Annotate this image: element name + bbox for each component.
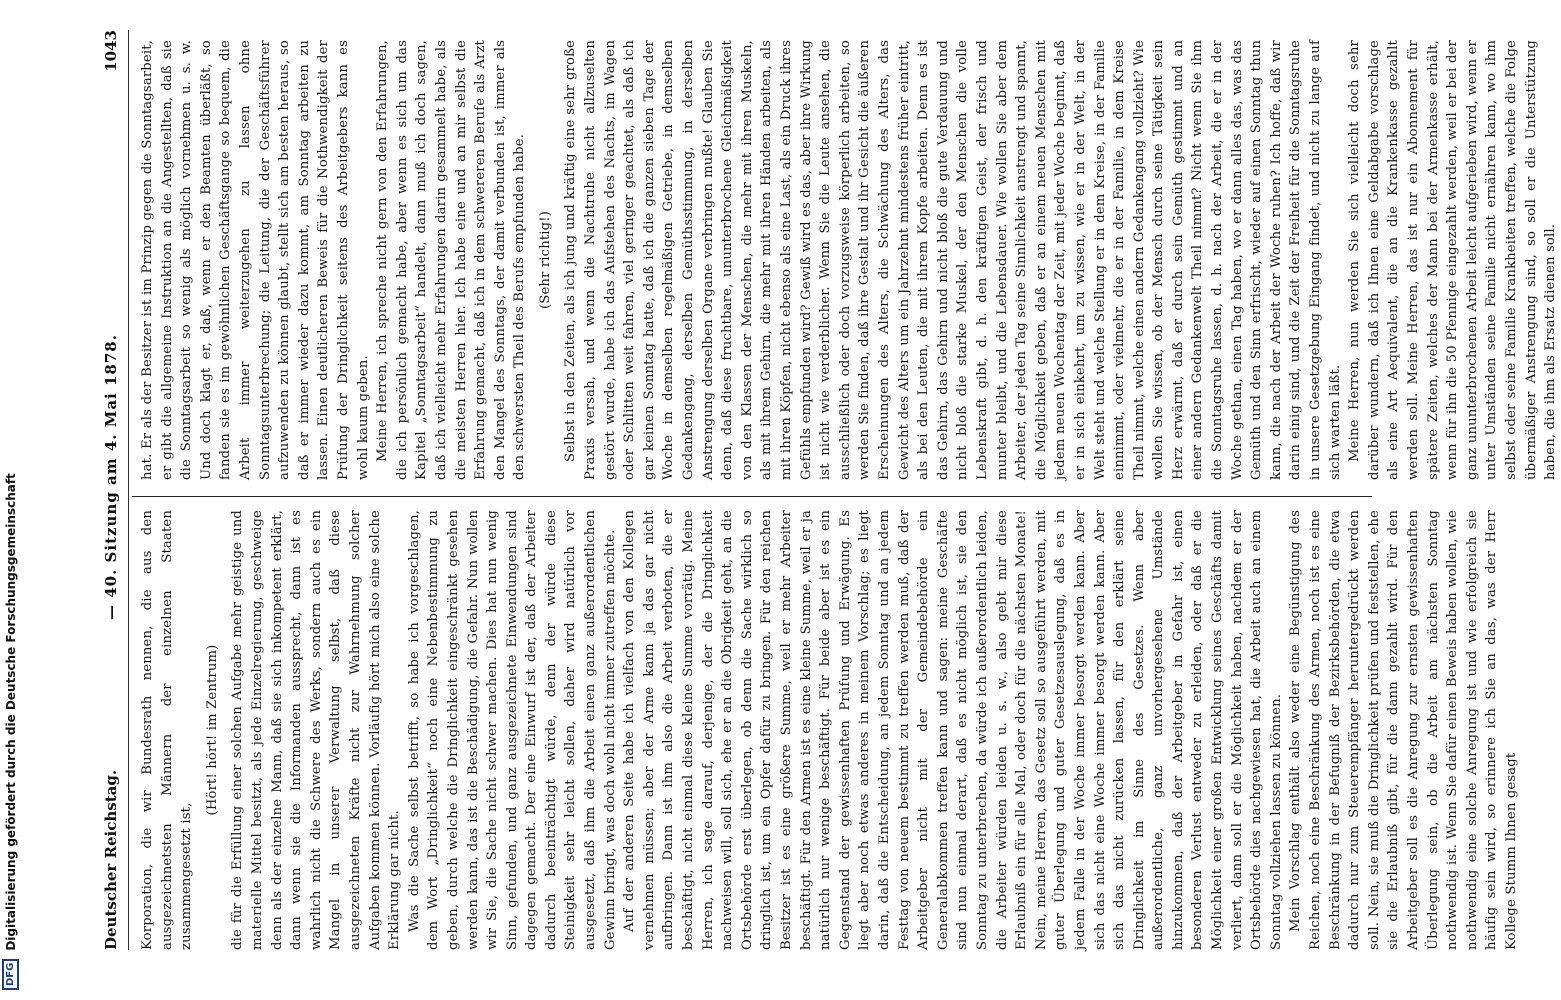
right-column — [138, 40, 1561, 480]
paragraph: Meine Herren, nun werden Sie sich vielleicht doch sehr darüber wundern, daß ich Ihnen eine Geldabgabe vorschlage als eine Art Aequivalent, die an die Krankenkasse gezahlt werden soll. Meine Herren, das ist nur ein Abonnement für spätere Zeiten, welches der Mann bei der Armenkasse erhält, wenn für ihn die 50 Pfennige eingezahlt werden, weil er bei der ganz ununterbrochenen Arbeit leicht aufgerieben wird, wenn er unter Umständen seine Familie nicht ernähren kann, wo ihm selbst oder seine Familie Krankheiten treffen, welche die Folge übermäßiger Anstrengung sind, so soll er die Unterstützung haben, die ihm als Ersatz dienen soll. — [1347, 40, 1559, 480]
header-publication: Deutscher Reichstag. — [102, 769, 120, 950]
paragraph: Meine Herren, ich spreche nicht gern von den Erfahrungen, die ich persönlich gemacht habe, aber wenn es sich um das Kapitel „Sonntagsarbeit“ handelt, dann muß ich doch sagen, daß ich vielleicht mehr Erfahrungen darin gesammelt habe, als die meisten Herren hier. Ich habe eine und an mir selbst die Erfahrung gemacht, daß ich in dem schwereren Berufe als Arzt den Mangel des Sonntags, der damit verbunden ist, immer als den schwersten Theil des Berufs empfunden habe. — [375, 40, 528, 480]
dfg-logo: DFG — [2, 959, 19, 990]
header-rule — [128, 30, 129, 950]
header-session: — 40. Sitzung am 4. Mai 1878. — [102, 334, 120, 620]
rotated-page-area — [98, 0, 1559, 1000]
text-sheet — [98, 10, 1559, 960]
column-divider — [132, 496, 1372, 497]
left-column — [138, 510, 1522, 950]
page-header — [98, 30, 128, 950]
paragraph: Selbst in den Zeiten, als ich jung und kräftig eine sehr große Praxis versah, und wenn die Nachtruhe nicht allzuselten gestört wurde, habe ich das Aufstehen des Nachts, im Wagen oder Schlitten weit fahren, viel geringer geachtet, als daß ich gar keinen Sonntag hatte, daß ich die ganzen sieben Tage der Woche in demselben regelmäßigen Getriebe, in demselben Gedankengang, derselben Gemüthsstimmung, in derselben Anstrengung derselben Organe verbringen mußte! Glauben Sie denn, daß diese fruchtbare, ununterbrochene Gleichmäßigkeit von den Klassen der Menschen, die mehr mit ihren Muskeln, als mit ihrem Gehirn, die mehr mit ihren Händen arbeiten, als mit ihren Köpfen, nicht ebenso als eine Last, als ein Druck ihres Gefühls empfunden wird? Gewiß wird es das, aber ihre Wirkung ist nicht wie verderblicher. Wenn Sie die Leute ansehen, die ausschließlich oder doch vorzugsweise körperlich arbeiten, so werden Sie finden, daß ihre Gestalt und ihr Gesicht die äußeren Erscheinungen des Alters, die Schwächung des Alters, das Gewicht des Alters um ein Jahrzehnt mindestens früher eintritt, als bei den Leuten, die mit ihrem Kopfe arbeiten. Denn es ist das Gehirn, das Gehirn und nicht bloß die gute Verdauung und nicht bloß die starke Muskel, der den Menschen die volle Lebenskraft gibt, d. h. den kräftigen Geist, der frisch und munter bleibt, und die Lebensdauer. Wie wollen Sie aber dem Arbeiter, der jeden Tag seine Sinnlichkeit anstrengt und spannt, die Möglichkeit geben, daß er an einem neuen Menschen mit jedem neuen Wochentag der Zeit, mit jeder Woche beginnt, daß er in sich einkehrt, um zu wissen, wie er in der Welt, in der Welt steht und welche Stellung er in dem Kreise, in der Familie einnimmt, oder vielmehr, die er in der Familie, in dem Kreise Theil nimmt, welche einen andern Gedankengang vollzieht? Wie wollen Sie wissen, ob der Mensch durch seine Tätigkeit sein Herz erwärmt, daß er durch sein Gemüth gestimmt und an einer andern Gedankenwelt Theil nimmt? Nicht wenn Sie ihm die Sonntagsruhe lassen, d. h. nach der Arbeit, die er in der Woche gethan, einen Tag haben, wo er dann alles das, was das Gemüth und den Sinn erfrischt, wieder auf einen Sonntag thun kann, die nach der Arbeit der Woche ruhen? Ich hoffe, daß wir darin einig sind, und die Zeit der Freiheit für die Sonntagsruhe in unsere Gesetzgebung Eingang findet, und nicht zu lange auf sich warten läßt. — [563, 40, 1343, 480]
digitization-credit-strip — [0, 0, 22, 1000]
paragraph: Auf der anderen Seite habe ich vielfach von den Kollegen vernehmen müssen; aber der Arme kann ja das gar nicht aufbringen. Dann ist ihm also die Arbeit verboten, die er beschäftigt, nicht einmal diese kleine Summe vorrätig. Meine Herren, ich sage darauf, derjenige, der die Dringlichkeit nachweisen will, soll sich, ehe er an die Obrigkeit geht, an die Ortsbehörde erst überlegen, ob denn die Sache wirklich so dringlich ist, um ein Opfer dafür zu bringen. Für den reichen Besitzer ist es eine größere Summe, weil er mehr Arbeiter beschäftigt. Für den Armen ist es eine kleine Summe, weil er ja natürlich nur wenige beschäftigt. Für beide aber ist es ein Gegenstand der gewissenhaften Prüfung und Erwägung. Es liegt aber noch etwas anderes in meinem Vorschlag; es liegt darin, daß die Entscheidung, an jedem Sonntag und an jedem Festtag von neuem bestimmt zu treffen werden muß, daß der Arbeitgeber nicht mit der Gemeindebehörde ein Generalabkommen treffen kann und sagen: meine Geschäfte sind nun einmal derart, daß es nicht möglich ist, sie den Sonntag zu unterbrechen, da würde ich außerordentlich leiden, die Arbeiter würden leiden u. s. w., also gebt mir diese Erlaubniß ein für alle Mal, oder doch für die nächsten Monate! Nein, meine Herren, das Gesetz soll so ausgeführt werden, mit guter Überlegung und guter Gesetzesauslegung, daß es in jedem Falle in der Woche immer besorgt werden kann. Aber sich das nicht eine Woche immer besorgt werden kann. Aber sich das nicht zurücken lassen, für den erklärt seine Dringlichkeit im Sinne des Gesetzes. Wenn aber außerordentliche, ganz unvorhergesehene Umstände hinzukommen, daß der Arbeitgeber in Gefahr ist, einen besonderen Verlust entweder zu erleiden, oder daß er die Möglichkeit einer großen Entwicklung seines Geschäfts damit verliert, dann soll er die Möglichkeit haben, nachdem er der Ortsbehörde dies nachgewiesen hat, die Arbeit auch an einem Sonntag vollziehen lassen zu können. — [622, 510, 1284, 950]
interjection: (Hört! hört! im Zentrum) — [204, 644, 220, 816]
paragraph: Mein Vorschlag enthält also weder eine Begünstigung des Reichen, noch eine Beschränkung des Armen, noch ist es eine Beschränkung in der Befugniß der Bezirksbehörden, die etwa dadurch nur zum Steuerempfänger heruntergedrückt werden soll. Nein, sie muß die Dringlichkeit prüfen und feststellen, ehe sie die Erlaubniß gibt, für die dann gezahlt wird. Für den Arbeitgeber soll es die Anregung zur ernsten gewissenhaften Überlegung sein, ob die Arbeit am nächsten Sonntag nothwendig ist. Wenn Sie dafür einen Beweis haben wollen, wie nothwendig eine solche Anregung ist und wie erfolgreich sie häufig sein wird, so erinnere ich Sie an das, was der Herr Kollege Stumm Ihnen gesagt — [1288, 510, 1519, 950]
digitization-credit — [2, 473, 19, 990]
paragraph: hat. Er als der Besitzer ist im Prinzip gegen die Sonntagsarbeit, er gibt die allgemeine Instruktion an die Angestellten, daß sie die Sonntagsarbeit so wenig als möglich vornehmen u. s. w. Und doch klagt er, daß, wenn er den Beamten überläßt, so fanden sie es im gewöhnlichen Geschäftsgange so bequem, die Arbeit immer weiterzugehen zu lassen ohne Sonntagsunterbrechung; die Leitung, die der Geschäftsführer aufzuwenden zu können glaubt, stellt sich am besten heraus, so daß er immer wieder dazu kommt, am Sonntag arbeiten zu lassen. Einen deutlicheren Beweis für die Nothwendigkeit der Prüfung der Dringlichkeit seitens des Arbeitgebers kann es wohl kaum geben. — [140, 40, 371, 480]
page-number: 1043 — [102, 30, 120, 72]
interjection: (Sehr richtig!) — [537, 210, 553, 310]
paragraph: die für die Erfüllung einer solchen Aufgabe mehr geistige und materielle Mittel besitzt, als jede Einzelregierung, geschweige denn als der einzelne Mann, daß sie sich inkompetent erklärt, dann wenn sie die Informanden aussprecht, dann ist es wahrlich nicht die Schwere des Werks, sondern auch es ein Mangel in unserer Verwaltung selbst, daß diese ausgezeichneten Kräfte nicht zur Wahrnehmung solcher Aufgaben kommen können. Vorläufig hört mich also eine solche Erklärung gar nicht. — [230, 510, 403, 950]
paragraph: Korporation, die wir Bundesrath nennen, die aus den ausgezeichnetsten Männern der einzelnen Staaten zusammengesetzt ist, — [140, 510, 195, 950]
paragraph: Was die Sache selbst betrifft, so habe ich vorgeschlagen, dem Wort „Dringlichkeit“ noch eine Nebenbestimmung zu geben, durch welche die Dringlichkeit eingeschränkt gesehen werden kann, das ist die Beschädigung, die Gefahr. Nun wollen wir Sie, die Sache nicht schwer machen. Dies hat nun wenig Sinn, gefunden, und ganz ausgezeichnete Einwendungen sind dagegen gemacht. Der eine Einwurf ist der, daß der Arbeiter dadurch beeinträchtigt würde, denn der würde diese Steinigkeit sehr leicht sollen, daher wird natürlich vor ausgesetzt, daß ihm die Arbeit einen ganz außerordentlichen Gewinn bringt, was doch wohl nicht immer zutreffen möchte. — [406, 510, 618, 950]
digitization-credit-text: Digitalisierung gefördert durch die Deutsche Forschungsgemeinschaft — [3, 473, 18, 951]
